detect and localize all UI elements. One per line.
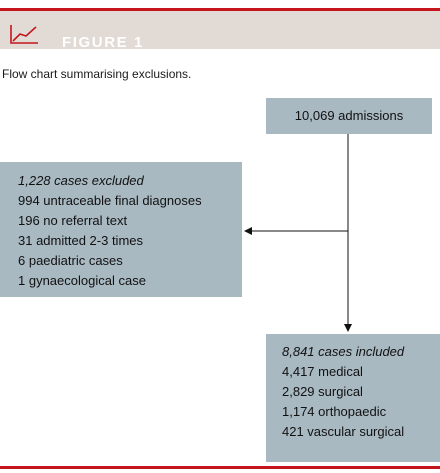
admissions-count: 10,069 admissions xyxy=(294,108,404,123)
bottom-accent-rule xyxy=(0,466,440,469)
figure-label: FIGURE 1 xyxy=(62,34,144,51)
included-heading: 8,841 cases included xyxy=(282,344,405,359)
figure-caption: Flow chart summarising exclusions. xyxy=(2,67,192,81)
excluded-heading: 1,228 cases excluded xyxy=(18,173,144,188)
included-item: 421 vascular surgical xyxy=(282,424,405,439)
excluded-item: 1 gynaecological case xyxy=(18,273,146,288)
excluded-item: 6 paediatric cases xyxy=(18,253,123,268)
excluded-item: 994 untraceable final diagnoses xyxy=(18,193,202,208)
included-item: 4,417 medical xyxy=(282,364,363,379)
admissions-box xyxy=(266,98,432,134)
included-box xyxy=(266,334,440,462)
included-item: 1,174 orthopaedic xyxy=(282,404,387,419)
excluded-item: 31 admitted 2-3 times xyxy=(18,233,144,248)
included-item: 2,829 surgical xyxy=(282,384,363,399)
excluded-item: 196 no referral text xyxy=(18,213,128,228)
excluded-box xyxy=(0,162,242,297)
